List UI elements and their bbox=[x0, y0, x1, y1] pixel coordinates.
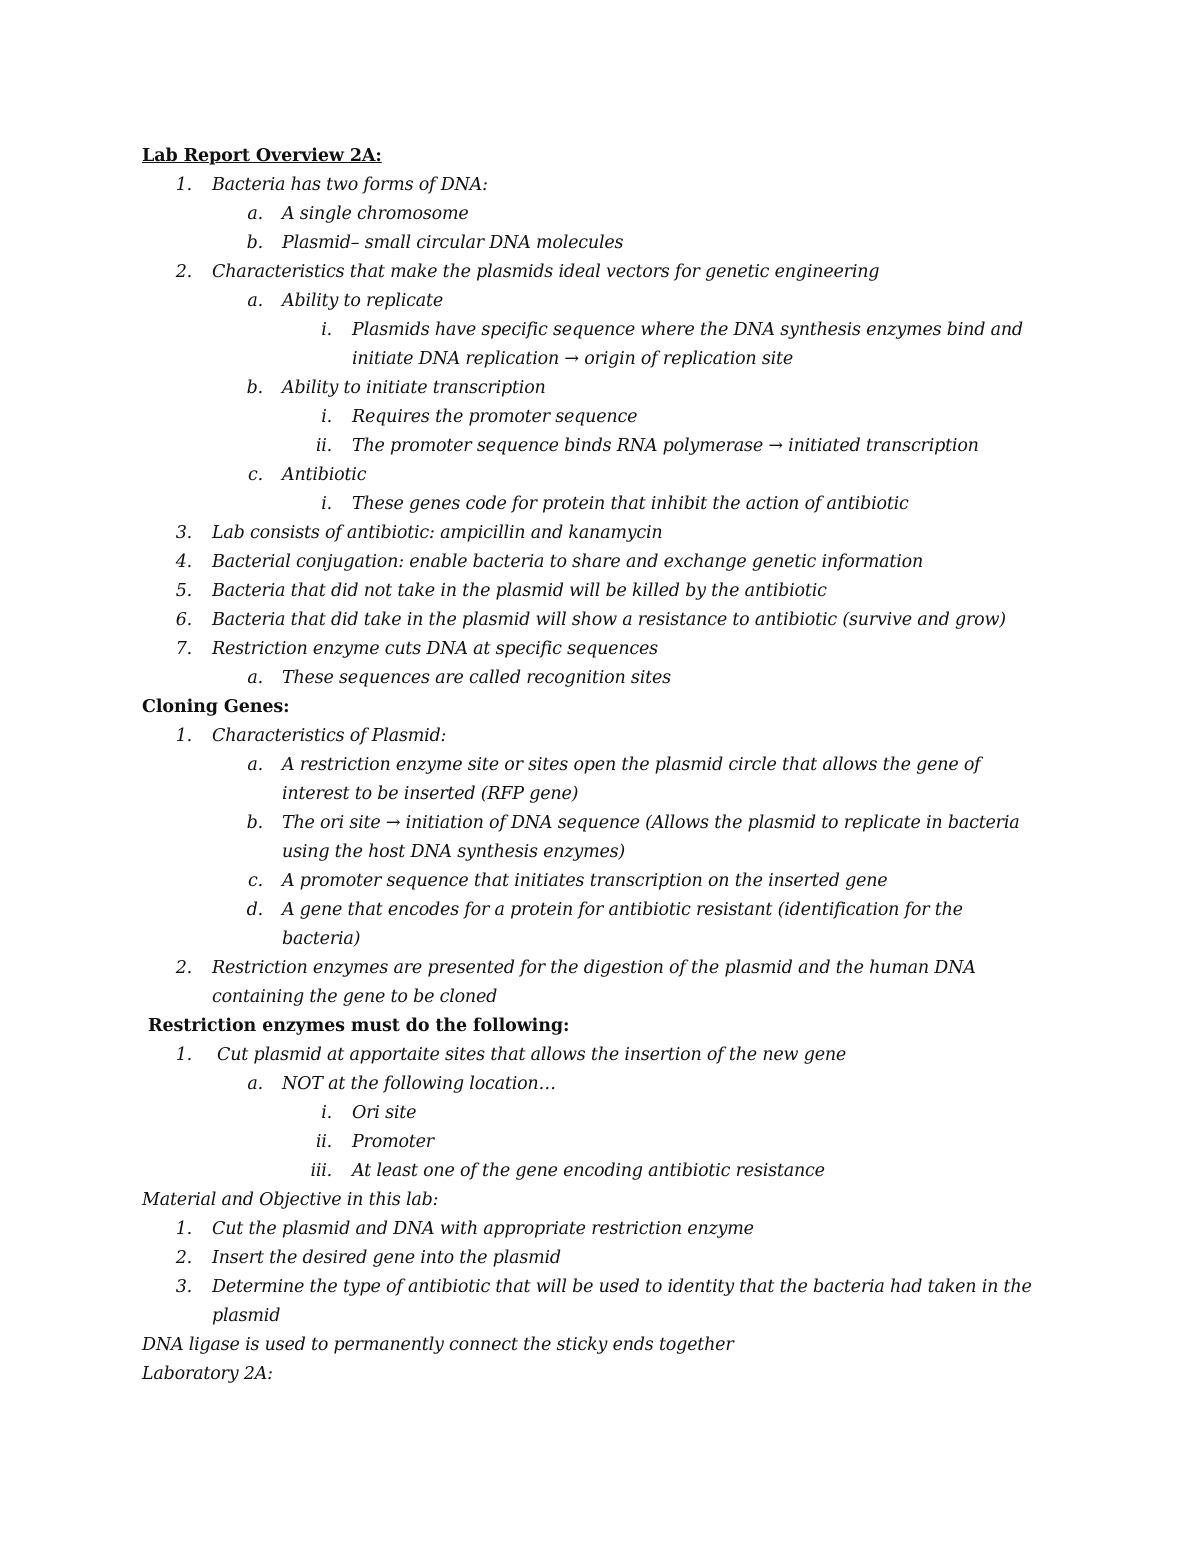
list-marker: 1. bbox=[175, 175, 192, 195]
list-item-text: NOT at the following location… bbox=[282, 1074, 556, 1094]
list-item-text: bacteria) bbox=[282, 929, 361, 949]
list-marker: i. bbox=[321, 494, 332, 514]
list-item-text: Cut plasmid at apportaite sites that allows the insertion of the new gene bbox=[217, 1045, 847, 1065]
list-marker: 7. bbox=[175, 639, 192, 659]
cloning-heading: Cloning Genes: bbox=[142, 697, 290, 717]
list-item-text: Restriction enzymes are presented for the digestion of the plasmid and the human DNA bbox=[212, 958, 976, 978]
list-marker: 4. bbox=[175, 552, 192, 572]
list-item-text: Bacteria that did take in the plasmid will show a resistance to antibiotic (survive and grow) bbox=[212, 610, 1006, 630]
list-item-text: These sequences are called recognition sites bbox=[282, 668, 671, 688]
list-item-text: A gene that encodes for a protein for antibiotic resistant (identification for the bbox=[282, 900, 963, 920]
list-marker: 2. bbox=[175, 958, 192, 978]
list-item-text: Determine the type of antibiotic that will be used to identity that the bacteria had taken in the bbox=[212, 1277, 1032, 1297]
list-item-text: A promoter sequence that initiates transcription on the inserted gene bbox=[282, 871, 888, 891]
list-item-text: Plasmid– small circular DNA molecules bbox=[282, 233, 624, 253]
list-marker: a. bbox=[247, 204, 263, 224]
list-marker: 3. bbox=[175, 523, 192, 543]
list-marker: d. bbox=[246, 900, 263, 920]
list-item-text: Plasmids have specific sequence where the DNA synthesis enzymes bind and bbox=[352, 320, 1023, 340]
restriction-heading: Restriction enzymes must do the following: bbox=[148, 1016, 570, 1036]
list-marker: a. bbox=[247, 1074, 263, 1094]
list-item-text: A restriction enzyme site or sites open the plasmid circle that allows the gene of bbox=[282, 755, 981, 775]
list-marker: i. bbox=[321, 407, 332, 427]
list-marker: 3. bbox=[175, 1277, 192, 1297]
list-item-text: Cut the plasmid and DNA with appropriate restriction enzyme bbox=[212, 1219, 754, 1239]
list-item-text: Promoter bbox=[352, 1132, 434, 1152]
list-marker: 1. bbox=[175, 1219, 192, 1239]
list-item-text: Antibiotic bbox=[282, 465, 367, 485]
lab-heading: Laboratory 2A: bbox=[142, 1364, 273, 1384]
list-marker: b. bbox=[246, 233, 263, 253]
list-marker: 2. bbox=[175, 262, 192, 282]
list-marker: 6. bbox=[175, 610, 192, 630]
list-item-text: Bacteria has two forms of DNA: bbox=[212, 175, 488, 195]
list-marker: 1. bbox=[175, 726, 192, 746]
list-marker: iii. bbox=[310, 1161, 332, 1181]
list-marker: c. bbox=[248, 465, 263, 485]
list-item-text: initiate DNA replication → origin of replication site bbox=[352, 349, 794, 369]
list-item-text: Insert the desired gene into the plasmid bbox=[212, 1248, 561, 1268]
list-item-text: containing the gene to be cloned bbox=[212, 987, 498, 1007]
list-item-text: Characteristics that make the plasmids ideal vectors for genetic engineering bbox=[212, 262, 880, 282]
ligase-note: DNA ligase is used to permanently connect the sticky ends together bbox=[142, 1335, 734, 1355]
list-item-text: A single chromosome bbox=[282, 204, 469, 224]
list-marker: a. bbox=[247, 668, 263, 688]
list-marker: c. bbox=[248, 871, 263, 891]
list-item-text: At least one of the gene encoding antibiotic resistance bbox=[352, 1161, 825, 1181]
list-item-text: Bacteria that did not take in the plasmid will be killed by the antibiotic bbox=[212, 581, 827, 601]
list-marker: 5. bbox=[175, 581, 192, 601]
list-marker: 2. bbox=[175, 1248, 192, 1268]
list-item-text: Ability to replicate bbox=[282, 291, 443, 311]
list-marker: ii. bbox=[315, 436, 332, 456]
list-marker: i. bbox=[321, 320, 332, 340]
list-marker: i. bbox=[321, 1103, 332, 1123]
list-marker: a. bbox=[247, 291, 263, 311]
list-item-text: Restriction enzyme cuts DNA at specific sequences bbox=[212, 639, 658, 659]
list-item-text: Requires the promoter sequence bbox=[352, 407, 638, 427]
list-marker: b. bbox=[246, 378, 263, 398]
list-item-text: The ori site → initiation of DNA sequence (Allows the plasmid to replicate in bacteria bbox=[282, 813, 1020, 833]
list-item-text: using the host DNA synthesis enzymes) bbox=[282, 842, 626, 862]
list-marker: ii. bbox=[315, 1132, 332, 1152]
list-item-text: These genes code for protein that inhibit the action of antibiotic bbox=[352, 494, 909, 514]
list-item-text: Bacterial conjugation: enable bacteria to share and exchange genetic information bbox=[212, 552, 924, 572]
list-item-text: interest to be inserted (RFP gene) bbox=[282, 784, 579, 804]
list-marker: 1. bbox=[175, 1045, 192, 1065]
list-marker: a. bbox=[247, 755, 263, 775]
report-heading: Lab Report Overview 2A: bbox=[142, 146, 382, 166]
list-marker: b. bbox=[246, 813, 263, 833]
list-item-text: plasmid bbox=[212, 1306, 281, 1326]
list-item-text: Ori site bbox=[352, 1103, 417, 1123]
list-item-text: Characteristics of Plasmid: bbox=[212, 726, 447, 746]
list-item-text: The promoter sequence binds RNA polymerase → initiated transcription bbox=[352, 436, 979, 456]
material-heading: Material and Objective in this lab: bbox=[142, 1190, 439, 1210]
list-item-text: Ability to initiate transcription bbox=[282, 378, 546, 398]
list-item-text: Lab consists of antibiotic: ampicillin and kanamycin bbox=[212, 523, 663, 543]
